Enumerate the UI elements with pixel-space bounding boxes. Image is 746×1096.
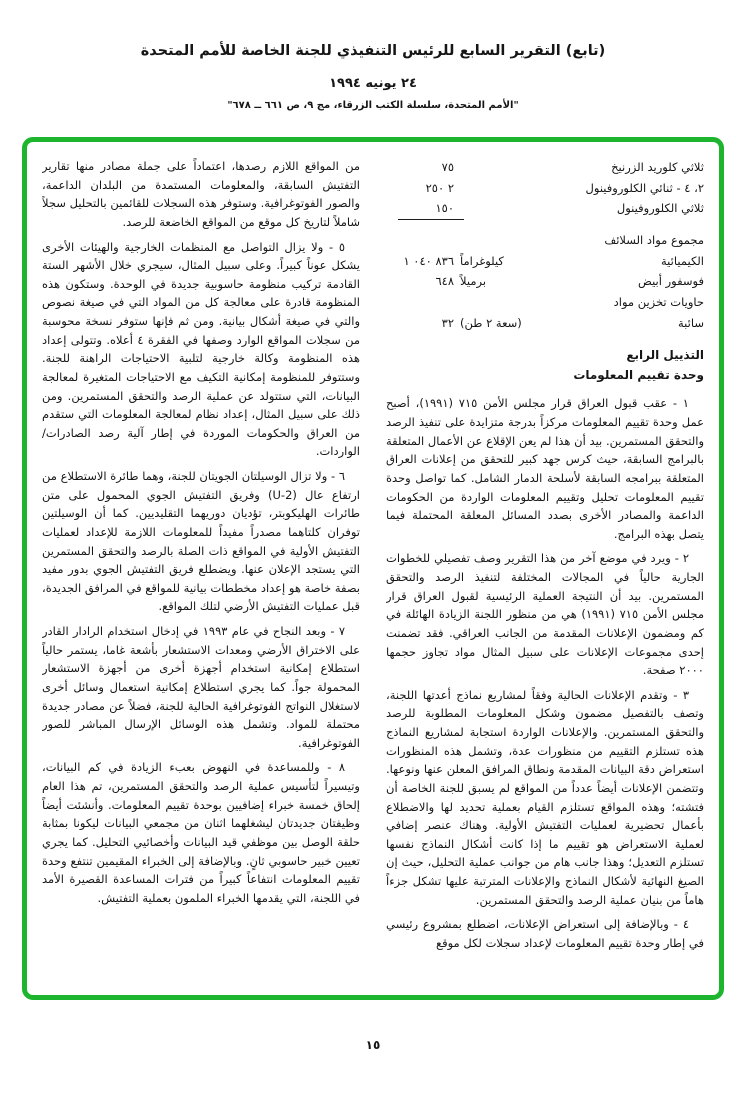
table-row (386, 313, 704, 334)
item-value (386, 198, 546, 219)
paragraph-6: ٦ - ولا تزال الوسيلتان الجويتان للجنة، وهما طائرة الاستطلاع من ارتفاع عال (U-2) وفريق التفتيش الجوي المحمول على متن طائرات الهليكوبتر، تؤديان دوريهما التقليديين. كما أن الوسيلتين توفران كلتاهما مصدراً مفيداً للمعلومات اللازمة للإعداد لعمليات التفتيش الأولية في المواقع ذات الصلة بالرصد والتحقق المستمرين التي يستجد الإعلان عنها. ويضطلع فريق التفتيش الجوي بدور مفيد بصفة خاصة هو إعداد مخططات بيانية للمواقع في المرافق الجديدة، قبل عمليات التفتيش الأرضي لتلك المواقع. (42, 469, 360, 614)
paragraph-7: ٧ - وبعد النجاح في عام ١٩٩٣ في إدخال استخدام الرادار القادر على الاختراق الأرضي ومعدات الاستشعار بأشعة غاما، يستمر حالياً استطلاع إمكانية استخدام أجهزة أخرى من أجهزة الاستشعار المحمولة جواً. كما يجري استطلاع إمكانية استعمال وسائل أخرى لاستغلال النواتج الفوتوغرافية الحالية للجنة، فضلاً عن مصادر جديدة محتملة للمواد. وتشمل هذه الوسائل الإرسال المباشر للصور الفوتوغرافية. (42, 624, 360, 750)
item-label: ثلاثي كلوريد الزرنيخ (611, 160, 704, 174)
item-label: فوسفور أبيض (638, 274, 704, 289)
two-column-layout (42, 157, 704, 985)
item-amount: ٦٤٨ (435, 274, 454, 289)
paragraph-1: ١ - عقب قبول العراق قرار مجلس الأمن ٧١٥ (١٩٩١)، أصبح عمل وحدة تقييم المعلومات مركزاً بدرجة متزايدة على تنفيذ الرصد والتحقق المستمرين. بيد أن هذا لم يعن الإقلاع عن الأعمال المتعلقة بالبرامج السابقة، حيث كرس جهد كبير للتحقق من إعلانات العراق المتعلقة ببرامجه السابقة لأسلحة الدمار الشامل. كما تواصل وحدة تقييم المعلومات تحليل وتقييم المعلومات الواردة من الحكومات الداعمة والمصادر الأخرى بصدد المسائل المعلقة المحتملة فيما يتصل بهذه البرامج. (386, 396, 704, 541)
unit-heading: وحدة تقييم المعلومات (573, 367, 704, 382)
table-row (386, 157, 704, 178)
precursors-table (386, 157, 704, 334)
page-number: ١٥ (365, 1038, 381, 1052)
table-row (386, 198, 704, 219)
item-value (386, 271, 546, 292)
sum-rule (386, 219, 704, 228)
appendix-heading: التذييل الرابع (626, 347, 704, 362)
item-label: الكيميائية (661, 253, 704, 268)
green-content-frame (22, 137, 724, 1000)
paragraph-8: ٨ - وللمساعدة في النهوض بعبء الزيادة في كم البيانات، وتيسيراً لتأسيس عملية الرصد والتحقق المستمرين، تم هذا العام إلحاق خمسة خبراء إضافيين بوحدة تقييم المعلومات. وأنشئت أيضاً وظيفتان جديدتان ليشغلهما اثنان من مجمعي البيانات ليكونا بمثابة حلقة الوصل بين موظفي قيد البيانات وأخصائيي التحليل. كما يجري تعيين خبير حاسوبي ثانٍ. وبالإضافة إلى الخبراء المقيمين تنتفع وحدة تقييم المعلومات انتفاعاً كبيراً من فترات المساعدة القصيرة الأمد في اللجنة، التي يقدمها الخبراء الملمون بعملية التفتيش. (42, 760, 360, 905)
paragraph-4-continuation: من المواقع اللازم رصدها، اعتماداً على جملة مصادر منها تقارير التفتيش السابقة، والمعلومات المستمدة من البلدان الداعمة، والصور الفوتوغرافية. وستوفر هذه السجلات للقائمين بالتحليل سجلاً شاملاً لتاريخ كل موقع من المواقع الخاضعة للرصد. (42, 159, 360, 229)
item-amount: ٣٢ (441, 315, 454, 330)
report-title: (تابع) التقرير السابع للرئيس التنفيذي للجنة الخاصة للأمم المتحدة (140, 43, 606, 59)
item-amount: ١٥٠ (435, 201, 454, 216)
item-label: ٢، ٤ - ثنائي الكلوروفينول (585, 180, 704, 195)
item-value (386, 157, 546, 178)
sum-rule-line (398, 219, 464, 220)
item-unit: (سعة ٢ طن) (460, 315, 522, 330)
item-amount: ٨٣٦ ٠٤٠ ١ (403, 253, 454, 268)
table-row (386, 230, 704, 251)
page-header (0, 42, 746, 111)
table-row (386, 178, 704, 199)
source-citation: "الأمم المتحدة، سلسلة الكتب الزرقاء، مج ٩، ص ٦٦١ ــ ٦٧٨" (227, 99, 519, 111)
item-label: مجموع مواد السلائف (604, 233, 704, 248)
paragraph-3: ٣ - وتقدم الإعلانات الحالية وفقاً لمشاريع نماذج أعدتها اللجنة، وتصف بالتفصيل مضمون وشكل المعلومات المطلوبة للرصد والتحقق المستمرين. والإعلانات الواردة استجابة لمشاريع النماذج هذه تستلزم التقييم من منظورات عدة، وتشمل هذه المنظورات استعراض دقة البيانات المقدمة ونطاق المرافق المعلن عنها ونوعها. وتتضمن الإعلانات أيضاً عدداً من المواقع لم يسبق للجنة الخاصة أن فتشته؛ وهذه المواقع تستلزم القيام بعملية تحديد لها والاضطلاع بأعمال تحضيرية لعمليات التفتيش الأولية. وهناك عنصر إضافي لعملية الاستعراض هو تقييم ما إذا كانت أشكال النماذج نفسها تستلزم التعديل؛ وهذا جانب هام من جوانب عملية التحليل، حيث إن الصيغ النهائية لأشكال النماذج والإعلانات المترتبة عليها تشكل جزءاً هاماً من بنيان عملية الرصد والتحقق المستمرين. (386, 687, 704, 907)
item-value (386, 251, 546, 272)
paragraph-4: ٤ - وبالإضافة إلى استعراض الإعلانات، اضطلع بمشروع رئيسي في إطار وحدة تقييم المعلومات لإعداد سجلات لكل موقع (386, 917, 704, 950)
paragraph-5: ٥ - ولا يزال التواصل مع المنظمات الخارجية والهيئات الأخرى يشكل عوناً كبيراً. وعلى سبيل المثال، سيجري خلال الأشهر الستة القادمة تركيب منظومة حاسوبية جديدة في الوحدة. وستكون هذه المنظومة قادرة على معالجة كل من المواد التي في صيغة نصوص والتي في صيغة أشكال بيانية. ومن ثم فإنها ستوفر نسخة محوسبة من سجلات المواقع الوارد وصفها في الفقرة ٤ أعلاه. وتتولى إعداد هذه المنظومة وكالة خارجية لتلبية الاحتياجات الراهنة للجنة. وستتوفر للمنظومة إمكانية التكيف مع الاحتياجات المتغيرة لمعالجة البيانات، التي ستتولد عن عملية الرصد والتحقق المستمرين. ومن ذلك على سبيل المثال، إعداد نظام لمعالجة المعلومات التي ستقدم من العراق والحكومات الموردة في إطار آلية رصد الصادرات/الواردات. (42, 239, 360, 459)
table-row (386, 271, 704, 292)
item-unit: كيلوغراماً (460, 253, 504, 268)
paragraph-2: ٢ - ويرد في موضع آخر من هذا التقرير وصف تفصيلي للخطوات الجارية حالياً في المجالات المختلفة لتنفيذ الرصد والتحقق المستمرين. بيد أن النتيجة العملية الرئيسية لقبول العراق قرار مجلس الأمن ٧١٥ (١٩٩١) هي من منظور اللجنة الزيادة الهائلة في كم ومضمون الإعلانات المقدمة من الجانب العراقي. فقد تضمنت إحدى مجموعات الإعلانات على سبيل المثال مواد تجاوز حجمها ٢٠٠٠ صفحة. (386, 551, 704, 678)
item-amount: ٧٥ (441, 160, 454, 174)
table-row (386, 251, 704, 272)
item-label: سائبة (678, 315, 704, 330)
item-value (386, 313, 546, 334)
column-right (386, 157, 704, 985)
item-unit: برميلاً (460, 274, 487, 289)
item-value (386, 178, 546, 199)
item-label: ثلاثي الكلوروفينول (616, 201, 704, 216)
report-date: ٢٤ يونيه ١٩٩٤ (329, 75, 417, 91)
column-left (42, 157, 360, 985)
item-label: حاويات تخزين مواد (613, 295, 704, 310)
item-amount: ٢ ٢٥٠ (425, 180, 454, 195)
table-row (386, 292, 704, 313)
